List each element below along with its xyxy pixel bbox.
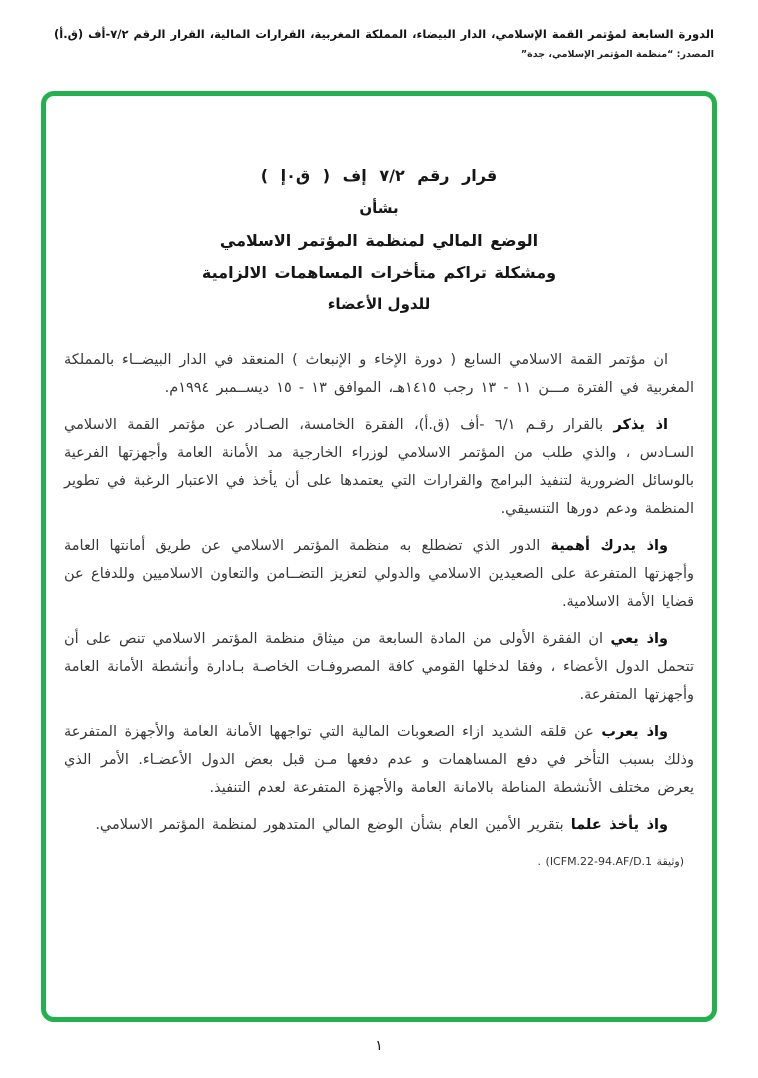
paragraph-text: الدور الذي تضطلع به منظمة المؤتمر الاسلامي عن طريق أمانتها العامة وأجهزتها المتفرعة على الصعيدين الاسلامي والدولي لتعزيز التضــامن والتعاون الاسلاميين وللدفاع عن قضايا الأمة الاسلامية. [64, 538, 694, 610]
paragraph-lead: اذ يذكر [613, 417, 669, 433]
title-regarding: بشأن [359, 199, 399, 217]
paragraph-text: بالقرار رقـم ٦/١ -أف (ق.أ)، الفقرة الخامسة، الصـادر عن مؤتمر القمة الاسلامي السـادس ، والذي طلب من المؤتمر الاسلامي لوزراء الخارجية مد الأمانة العامة وأجهزتها الفرعية بالوسائل الضرورية لتنفيذ البرامج والقرارات التي يعتمدها على أن يأخذ في الاعتبار الرغبة في تطوير المنظمة ودعم دورها التنسيقي. [64, 417, 694, 517]
paragraph-text: ان الفقرة الأولى من المادة السابعة من ميثاق منظمة المؤتمر الاسلامي تنص على أن تتحمل الدول الأعضاء ، وفقا لدخلها القومي كافة المصروفـات الخاصـة بـادارة وأنشطة الأمانة العامة وأجهزتها المتفرعة. [64, 631, 694, 703]
paragraph-recognizing [64, 532, 694, 616]
paragraph-text: ان مؤتمر القمة الاسلامي السابع ( دورة الإخاء و الإنبعاث ) المنعقد في الدار البيضــاء بالمملكة المغربية في الفترة مـــن ١١ - ١٣ رجب ١٤١٥هـ، الموافق ١٣ - ١٥ ديســمبر ١٩٩٤م. [64, 352, 694, 396]
title-block [64, 166, 694, 314]
paragraph-text: بتقرير الأمين العام بشأن الوضع المالي المتدهور لمنظمة المؤتمر الاسلامي. [95, 817, 571, 833]
title-subject-line-3: للدول الأعضاء [327, 295, 431, 313]
paragraph-lead: واذ يعي [610, 631, 668, 647]
paragraph-lead: واذ يأخذ علما [570, 817, 668, 833]
header-citation: الدورة السابعة لمؤتمر القمة الإسلامي، الدار البيضاء، المملكة المغربية، القرارات المالية، القرار الرقم ٧/٢-أف (ق.أ) [54, 27, 714, 41]
paragraph-text: عن قلقه الشديد ازاء الصعوبات المالية التي تواجهها الأمانة العامة والأجهزة المتفرعة وذلك بسبب التأخر في دفع المساهمات و عدم دفعها مـن قبل بعض الدول الأعضـاء. الأمر الذي يعرض مختلف الأنشطة المناطة بالامانة العامة والأجهزة المتفرعة لعدم التنفيذ. [64, 724, 694, 796]
resolution-number-title: قرار رقم ٧/٢ إف ( ق٠إ ) [260, 166, 498, 185]
paragraph-lead: واذ يعرب [601, 724, 668, 740]
title-subject-line-1: الوضع المالي لمنظمة المؤتمر الاسلامي [219, 231, 539, 250]
paragraph-recalling [64, 411, 694, 523]
page-number: ١ [375, 1038, 383, 1054]
header-source: المصدر: “منظمة المؤتمر الإسلامي، جدة” [520, 49, 714, 60]
document-body [64, 346, 694, 876]
paragraph-expressing-concern [64, 718, 694, 802]
document-reference: (وثيقة ICFM.22-94.AF/D.1) . [537, 855, 684, 868]
paragraph-lead: واذ يدرك أهمية [550, 538, 668, 554]
paragraph-preamble [64, 346, 694, 402]
document-content [46, 96, 712, 1017]
document-frame [41, 91, 717, 1022]
paragraph-aware [64, 625, 694, 709]
title-subject-line-2: ومشكلة تراكم متأخرات المساهمات الالزامية [201, 263, 557, 282]
document-header [44, 26, 714, 60]
paragraph-taking-note [64, 811, 694, 839]
